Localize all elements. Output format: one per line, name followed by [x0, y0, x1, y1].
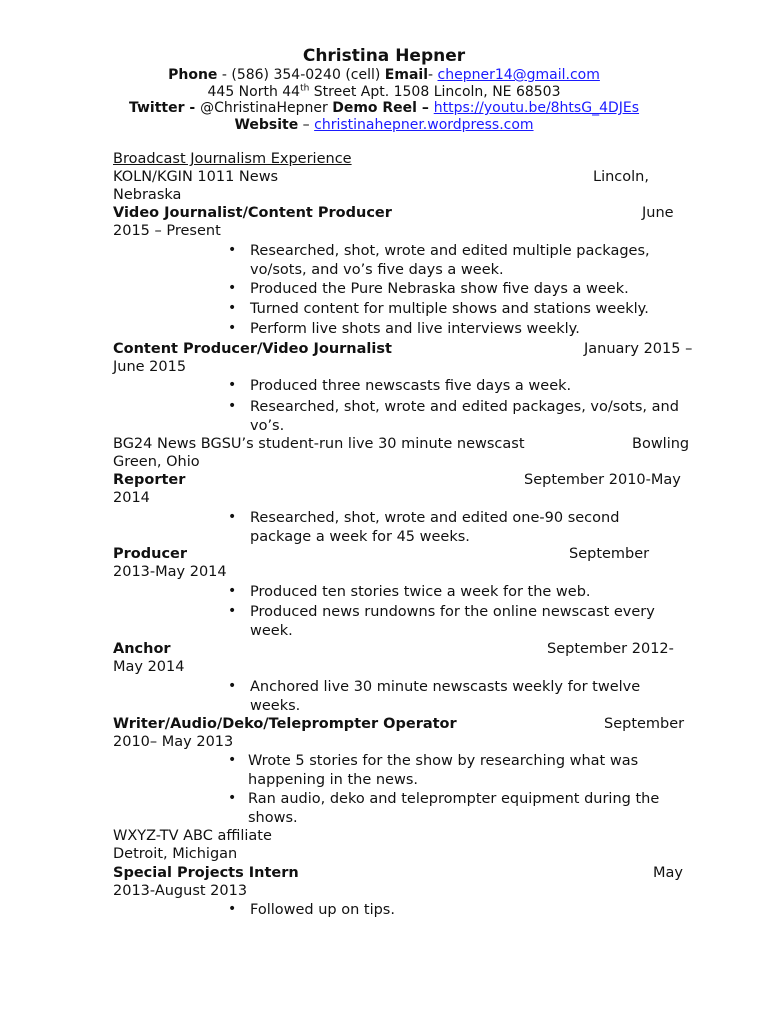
list-item: Researched, shot, wrote and edited multiple packages, vo/sots, and vo’s five days a week. [250, 243, 650, 278]
phone-value: - (586) 354-0240 (cell) [217, 67, 385, 83]
contact-line-4 [0, 117, 768, 134]
list-item: Produced ten stories twice a week for the web. [250, 584, 591, 600]
job-title: Anchor [113, 641, 171, 657]
list-item: Researched, shot, wrote and edited one-90 second package a week for 45 weeks. [250, 510, 620, 545]
job-title: Reporter [113, 472, 186, 488]
email-label: Email [384, 67, 428, 83]
email-link[interactable]: chepner14@gmail.com [437, 67, 600, 83]
job-date-cont: 2010– May 2013 [113, 734, 234, 750]
website-separator: – [298, 117, 315, 133]
website-label: Website [234, 117, 299, 133]
list-item: Perform live shots and live interviews weekly. [250, 321, 580, 337]
address-pre: 445 North 44 [207, 84, 301, 100]
employer-line: BG24 News BGSU’s student-run live 30 minute newscast [113, 436, 525, 452]
job-date: September 2010-May [524, 472, 681, 488]
demo-reel-label: Demo Reel – [332, 100, 434, 116]
job-date: September [569, 546, 650, 562]
list-item: Turned content for multiple shows and stations weekly. [250, 301, 649, 317]
bullet-icon: • [228, 300, 237, 316]
email-separator: - [428, 67, 438, 83]
job-title: Writer/Audio/Deko/Teleprompter Operator [113, 716, 457, 732]
job-date-cont: 2013-August 2013 [113, 883, 248, 899]
demo-reel-link[interactable]: https://youtu.be/8htsG_4DJEs [433, 100, 640, 116]
list-item: Produced news rundowns for the online newscast every week. [250, 604, 655, 639]
list-item: Wrote 5 stories for the show by researching what was happening in the news. [248, 753, 639, 788]
section-title: Broadcast Journalism Experience [113, 151, 352, 167]
job-date: June [642, 205, 674, 221]
job-date: September 2012- [547, 641, 674, 657]
address-sup: th [300, 83, 310, 94]
bullet-icon: • [228, 377, 237, 393]
list-item: Followed up on tips. [250, 902, 395, 918]
bullet-icon: • [228, 242, 237, 258]
job-date-cont: June 2015 [113, 359, 187, 375]
list-item: Produced three newscasts five days a week. [250, 378, 572, 394]
twitter-label: Twitter - [128, 100, 201, 116]
address-line [0, 84, 768, 101]
employer-location: Lincoln, [593, 169, 649, 185]
job-date-cont: May 2014 [113, 659, 185, 675]
job-date: September [604, 716, 685, 732]
employer-location: Bowling [632, 436, 690, 452]
job-date: May [653, 865, 683, 881]
website-link[interactable]: christinahepner.wordpress.com [314, 117, 534, 133]
employer-location: Detroit, Michigan [113, 846, 238, 862]
bullet-icon: • [228, 398, 237, 414]
bullet-icon: • [228, 509, 237, 525]
bullet-icon: • [228, 320, 237, 336]
bullet-icon: • [228, 790, 237, 806]
bullet-icon: • [228, 603, 237, 619]
job-date-cont: 2013-May 2014 [113, 564, 227, 580]
job-title: Video Journalist/Content Producer [113, 205, 392, 221]
employer-line: WXYZ-TV ABC affiliate [113, 828, 272, 844]
bullet-icon: • [228, 280, 237, 296]
bullet-icon: • [228, 901, 237, 917]
list-item: Anchored live 30 minute newscasts weekly for twelve weeks. [250, 679, 641, 714]
job-title: Special Projects Intern [113, 865, 299, 881]
employer-location-cont: Nebraska [113, 187, 182, 203]
resume-name: Christina Hepner [302, 46, 466, 66]
list-item: Produced the Pure Nebraska show five days a week. [250, 281, 629, 297]
address-post: Street Apt. 1508 Lincoln, NE 68503 [309, 84, 561, 100]
bullet-icon: • [228, 678, 237, 694]
bullet-icon: • [228, 752, 237, 768]
job-date-cont: 2015 – Present [113, 223, 221, 239]
employer-location-cont: Green, Ohio [113, 454, 200, 470]
job-title: Producer [113, 546, 188, 562]
list-item: Ran audio, deko and teleprompter equipment during the shows. [248, 791, 660, 826]
list-item: Researched, shot, wrote and edited packages, vo/sots, and vo’s. [250, 399, 679, 434]
phone-label: Phone [168, 67, 218, 83]
contact-line-1 [0, 67, 768, 84]
job-title: Content Producer/Video Journalist [113, 341, 392, 357]
bullet-icon: • [228, 583, 237, 599]
job-date: January 2015 – [584, 341, 693, 357]
employer-line: KOLN/KGIN 1011 News [113, 169, 279, 185]
contact-line-3 [0, 100, 768, 117]
job-date-cont: 2014 [113, 490, 150, 506]
twitter-handle: @ChristinaHepner [200, 100, 333, 116]
